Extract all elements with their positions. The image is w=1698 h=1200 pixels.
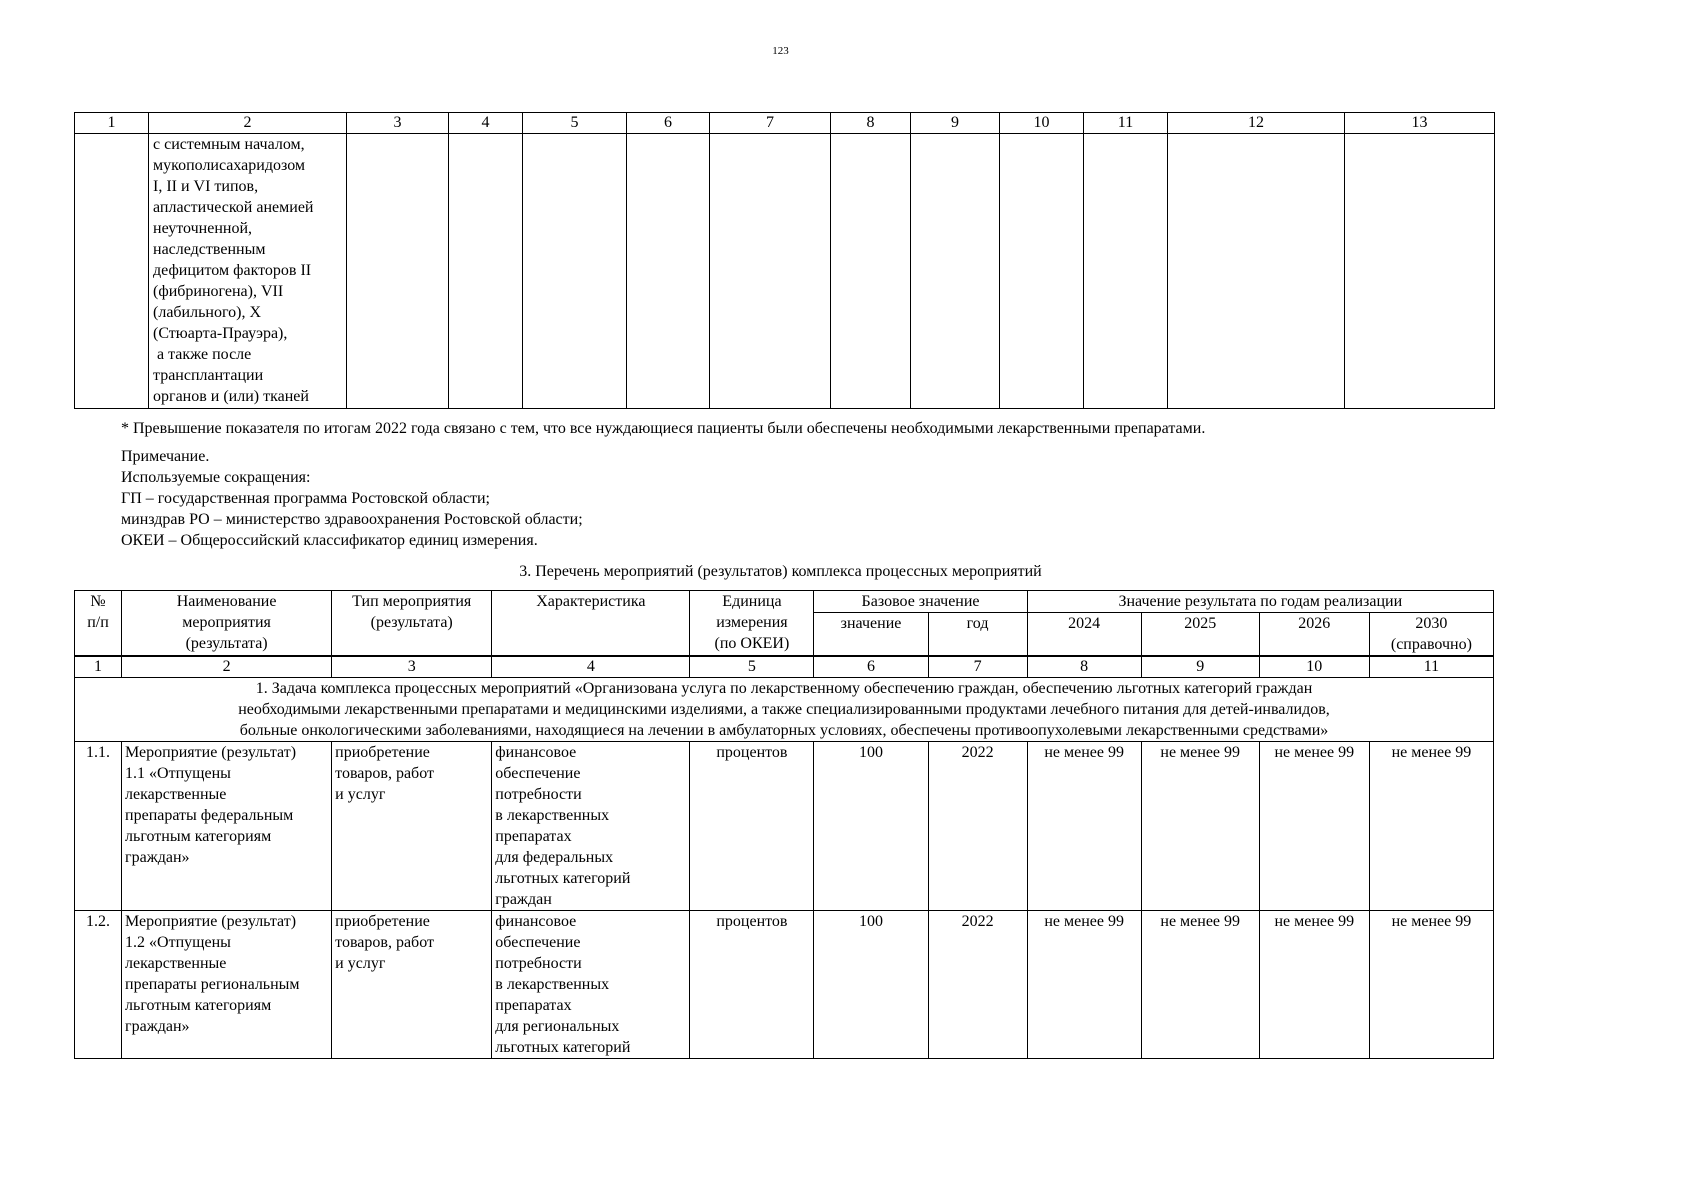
column-number: 13 — [1345, 113, 1495, 134]
column-number: 3 — [332, 656, 492, 678]
header-base-year: год — [928, 613, 1027, 657]
header-text: Наименование — [176, 593, 277, 610]
column-number: 1 — [75, 113, 149, 134]
text-line: потребности — [495, 955, 582, 972]
header-unit — [690, 591, 814, 657]
footnote: * Превышение показателя по итогам 2022 года связано с тем, что все нуждающиеся пациенты были обеспечены необходимыми лекарственными препаратами. — [121, 420, 1206, 437]
continuation-table — [74, 112, 1495, 409]
row-name-cell — [149, 134, 347, 409]
empty-cell — [1084, 134, 1168, 409]
text-line: неуточненной, — [153, 220, 253, 237]
table-row — [75, 742, 1494, 911]
column-number: 8 — [831, 113, 911, 134]
empty-cell — [1168, 134, 1345, 409]
column-number: 11 — [1369, 656, 1493, 678]
row-value-2024: не менее 99 — [1027, 742, 1141, 911]
header-name — [122, 591, 332, 657]
row-unit: процентов — [690, 911, 814, 1059]
column-number: 7 — [928, 656, 1027, 678]
row-base-year: 2022 — [928, 911, 1027, 1059]
row-characteristic — [492, 911, 690, 1059]
text-line: в лекарственных — [495, 807, 610, 824]
column-number-row — [75, 656, 1494, 678]
empty-cell — [449, 134, 523, 409]
row-value-2025: не менее 99 — [1141, 911, 1259, 1059]
text-line: товаров, работ — [335, 765, 434, 782]
text-line: граждан» — [125, 849, 190, 866]
page-number: 123 — [772, 45, 789, 57]
header-year-2025: 2025 — [1141, 613, 1259, 657]
empty-cell — [831, 134, 911, 409]
column-number: 10 — [1000, 113, 1084, 134]
text-line: обеспечение — [495, 934, 581, 951]
text-line: органов и (или) тканей — [153, 388, 309, 405]
column-number: 1 — [75, 656, 122, 678]
text-line: приобретение — [335, 913, 430, 930]
text-line: для региональных — [495, 1018, 620, 1035]
row-value-2026: не менее 99 — [1259, 742, 1369, 911]
row-type — [332, 911, 492, 1059]
text-line: препараты региональным — [125, 976, 300, 993]
column-number: 9 — [911, 113, 1000, 134]
text-line: мукополисахаридозом — [153, 157, 306, 174]
task-row — [75, 678, 1494, 742]
column-number: 5 — [690, 656, 814, 678]
row-unit: процентов — [690, 742, 814, 911]
header-year-2024: 2024 — [1027, 613, 1141, 657]
text-line: для федеральных — [495, 849, 614, 866]
task-cell — [75, 678, 1494, 742]
header-text: мероприятия — [182, 614, 271, 631]
column-number: 10 — [1259, 656, 1369, 678]
text-line: Мероприятие (результат) — [125, 744, 297, 761]
column-number: 12 — [1168, 113, 1345, 134]
text-line: препаратах — [495, 828, 572, 845]
text-line: льготным категориям — [125, 997, 272, 1014]
text-line: лекарственные — [125, 786, 227, 803]
column-number: 6 — [814, 656, 928, 678]
text-line: Мероприятие (результат) — [125, 913, 297, 930]
task-line: 1. Задача комплекса процессных мероприятий «Организована услуга по лекарственному обеспечению граждан, обеспечению льготных категорий граждан — [255, 680, 1313, 697]
text-line: а также после — [153, 346, 252, 363]
header-type — [332, 591, 492, 657]
text-line: 1.2 «Отпущены — [125, 934, 231, 951]
text-line: апластической анемией — [153, 199, 314, 216]
text-line: граждан» — [125, 1018, 190, 1035]
abbreviation-item: ОКЕИ – Общероссийский классификатор единиц измерения. — [121, 532, 538, 549]
empty-cell — [710, 134, 831, 409]
column-number: 8 — [1027, 656, 1141, 678]
row-base-value: 100 — [814, 742, 928, 911]
text-line: финансовое — [495, 913, 577, 930]
empty-cell — [1000, 134, 1084, 409]
row-type — [332, 742, 492, 911]
text-line: обеспечение — [495, 765, 581, 782]
row-value-2025: не менее 99 — [1141, 742, 1259, 911]
column-number: 11 — [1084, 113, 1168, 134]
notes-title: Примечание. — [121, 448, 210, 465]
text-line: препаратах — [495, 997, 572, 1014]
header-years-group: Значение результата по годам реализации — [1027, 591, 1493, 613]
header-text: Тип мероприятия — [352, 593, 472, 610]
abbreviations-heading: Используемые сокращения: — [121, 469, 311, 486]
text-line: препараты федеральным — [125, 807, 294, 824]
row-name — [122, 742, 332, 911]
text-line: трансплантации — [153, 367, 264, 384]
section-title: 3. Перечень мероприятий (результатов) комплекса процессных мероприятий — [519, 563, 1042, 580]
empty-cell — [75, 134, 149, 409]
text-line: товаров, работ — [335, 934, 434, 951]
header-base-value: значение — [814, 613, 928, 657]
abbreviation-item: минздрав РО – министерство здравоохранения Ростовской области; — [121, 511, 583, 528]
results-table — [74, 590, 1494, 1059]
row-num: 1.2. — [75, 911, 122, 1059]
column-number: 5 — [523, 113, 627, 134]
row-name — [122, 911, 332, 1059]
row-value-2026: не менее 99 — [1259, 911, 1369, 1059]
task-line: больные онкологическими заболеваниями, находящиеся на лечении в амбулаторных условиях, обеспечены противоопухолевыми лекарственными средствами» — [239, 722, 1329, 739]
text-line: льготных категорий — [495, 1039, 631, 1056]
header-text: (результата) — [370, 614, 453, 631]
column-number: 7 — [710, 113, 831, 134]
empty-cell — [1345, 134, 1495, 409]
column-number: 9 — [1141, 656, 1259, 678]
header-num — [75, 591, 122, 657]
text-line: потребности — [495, 786, 582, 803]
column-number: 6 — [627, 113, 710, 134]
text-line: I, II и VI типов, — [153, 178, 259, 195]
header-characteristic: Характеристика — [492, 591, 690, 657]
text-line: и услуг — [335, 955, 386, 972]
notes-block — [121, 446, 583, 551]
row-value-2024: не менее 99 — [1027, 911, 1141, 1059]
header-text: (справочно) — [1390, 636, 1472, 653]
text-line: с системным началом, — [153, 136, 305, 153]
text-line: граждан — [495, 891, 552, 908]
row-num: 1.1. — [75, 742, 122, 911]
table-row — [75, 134, 1495, 409]
empty-cell — [347, 134, 449, 409]
header-text: (по ОКЕИ) — [714, 635, 790, 652]
text-line: лекарственные — [125, 955, 227, 972]
column-number: 4 — [449, 113, 523, 134]
header-text: № — [90, 593, 106, 610]
abbreviation-item: ГП – государственная программа Ростовской области; — [121, 490, 490, 507]
empty-cell — [911, 134, 1000, 409]
header-text: 2030 — [1415, 615, 1448, 632]
text-line: (лабильного), X — [153, 304, 262, 321]
text-line: наследственным — [153, 241, 266, 258]
row-characteristic — [492, 742, 690, 911]
text-line: дефицитом факторов II — [153, 262, 312, 279]
text-line: (Стюарта-Прауэра), — [153, 325, 288, 342]
table-row — [75, 911, 1494, 1059]
empty-cell — [523, 134, 627, 409]
row-value-2030: не менее 99 — [1369, 911, 1493, 1059]
text-line: (фибриногена), VII — [153, 283, 284, 300]
row-value-2030: не менее 99 — [1369, 742, 1493, 911]
column-number: 2 — [149, 113, 347, 134]
empty-cell — [627, 134, 710, 409]
header-year-2026: 2026 — [1259, 613, 1369, 657]
row-base-year: 2022 — [928, 742, 1027, 911]
text-line: льготным категориям — [125, 828, 272, 845]
task-line: необходимыми лекарственными препаратами и медицинскими изделиями, а также специализированными продуктами лечебного питания для детей-инвалидов, — [238, 701, 1330, 718]
text-line: финансовое — [495, 744, 577, 761]
text-line: приобретение — [335, 744, 430, 761]
column-number-row — [75, 113, 1495, 134]
column-number: 3 — [347, 113, 449, 134]
header-text: (результата) — [185, 635, 268, 652]
column-number: 4 — [492, 656, 690, 678]
text-line: льготных категорий — [495, 870, 631, 887]
column-number: 2 — [122, 656, 332, 678]
header-row — [75, 591, 1494, 613]
header-base-group: Базовое значение — [814, 591, 1027, 613]
text-line: в лекарственных — [495, 976, 610, 993]
text-line: 1.1 «Отпущены — [125, 765, 231, 782]
header-text: измерения — [716, 614, 788, 631]
header-text: Единица — [722, 593, 782, 610]
text-line: и услуг — [335, 786, 386, 803]
header-text: п/п — [87, 614, 109, 631]
row-base-value: 100 — [814, 911, 928, 1059]
header-year-2030 — [1369, 613, 1493, 657]
